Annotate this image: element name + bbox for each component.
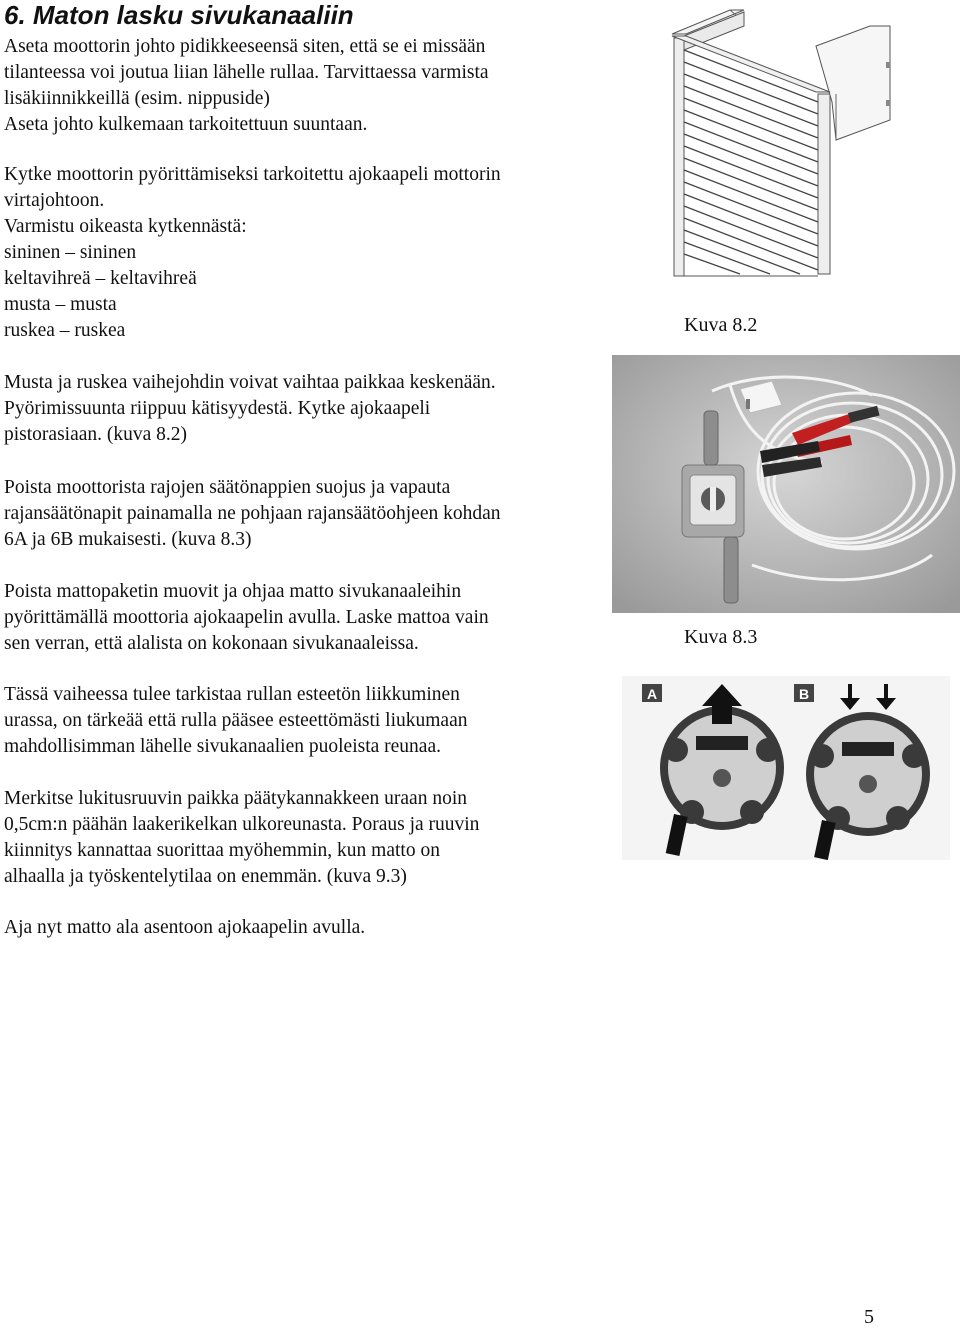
text-line: tilanteessa voi joutua liian lähelle rullaa. Tarvittaessa varmista (4, 62, 489, 83)
text-line: ruskea – ruskea (4, 320, 126, 341)
knob-b-label: B (798, 686, 810, 702)
paragraph-lock-screw (4, 786, 594, 890)
figure-caption: Kuva 8.3 (684, 626, 758, 648)
paragraph-cable-holder (4, 34, 594, 138)
text-line: pyörittämällä moottoria ajokaapelin avulla. Laske mattoa vain (4, 607, 489, 628)
text-line: Aja nyt matto ala asentoon ajokaapelin avulla. (4, 917, 366, 938)
page-number: 5 (864, 1306, 874, 1328)
text-line: pistorasiaan. (kuva 8.2) (4, 424, 188, 445)
text-line: rajansäätönapit painamalla ne pohjaan rajansäätöohjeen kohdan (4, 503, 501, 524)
paragraph-phase (4, 370, 594, 448)
text-line: sen verran, että alalista on kokonaan sivukanaaleissa. (4, 633, 419, 654)
text-line: alhaalla ja työskentelytilaa on enemmän. (kuva 9.3) (4, 866, 407, 887)
text-line: Kytke moottorin pyörittämiseksi tarkoitettu ajokaapeli mottorin (4, 164, 501, 185)
text-line: kiinnitys kannattaa suorittaa myöhemmin, kun matto on (4, 840, 440, 861)
limit-knob-illustration (622, 676, 950, 860)
text-line: mahdollisimman lähelle sivukanaalien puoleista reunaa. (4, 736, 441, 757)
figure-caption: Kuva 8.2 (684, 314, 758, 336)
drive-cable-photo (612, 355, 960, 613)
text-line: Tässä vaiheessa tulee tarkistaa rullan esteetön liikkuminen (4, 684, 460, 705)
roller-shutter-illustration (660, 2, 896, 286)
knob-a-label: A (646, 686, 658, 702)
text-line: sininen – sininen (4, 242, 137, 263)
text-line: lisäkiinnikkeillä (esim. nippuside) (4, 88, 270, 109)
paragraph-roll-check (4, 682, 594, 760)
text-line: Pyörimissuunta riippuu kätisyydestä. Kytke ajokaapeli (4, 398, 431, 419)
text-line: Poista mattopaketin muovit ja ohjaa matto sivukanaaleihin (4, 581, 462, 602)
text-line: virtajohtoon. (4, 190, 105, 211)
text-line: Merkitse lukitusruuvin paikka päätykannakkeen uraan noin (4, 788, 467, 809)
paragraph-lower-mat (4, 579, 594, 657)
text-line: Aseta johto kulkemaan tarkoitettuun suuntaan. (4, 114, 368, 135)
text-line: Musta ja ruskea vaihejohdin voivat vaihtaa paikkaa keskenään. (4, 372, 496, 393)
text-line: 6A ja 6B mukaisesti. (kuva 8.3) (4, 529, 252, 550)
text-line: Poista moottorista rajojen säätönappien suojus ja vapauta (4, 477, 451, 498)
text-line: 0,5cm:n päähän laakerikelkan ulkoreunasta. Poraus ja ruuvin (4, 814, 480, 835)
text-line: Varmistu oikeasta kytkennästä: (4, 216, 247, 237)
paragraph-final (4, 915, 594, 941)
text-line: musta – musta (4, 294, 117, 315)
text-line: keltavihreä – keltavihreä (4, 268, 197, 289)
section-heading: 6. Maton lasku sivukanaaliin (4, 0, 354, 30)
text-line: urassa, on tärkeää että rulla pääsee esteettömästi liukumaan (4, 710, 468, 731)
text-line: Aseta moottorin johto pidikkeeseensä siten, että se ei missään (4, 36, 486, 57)
paragraph-wiring (4, 162, 594, 344)
paragraph-limit-buttons (4, 475, 594, 553)
